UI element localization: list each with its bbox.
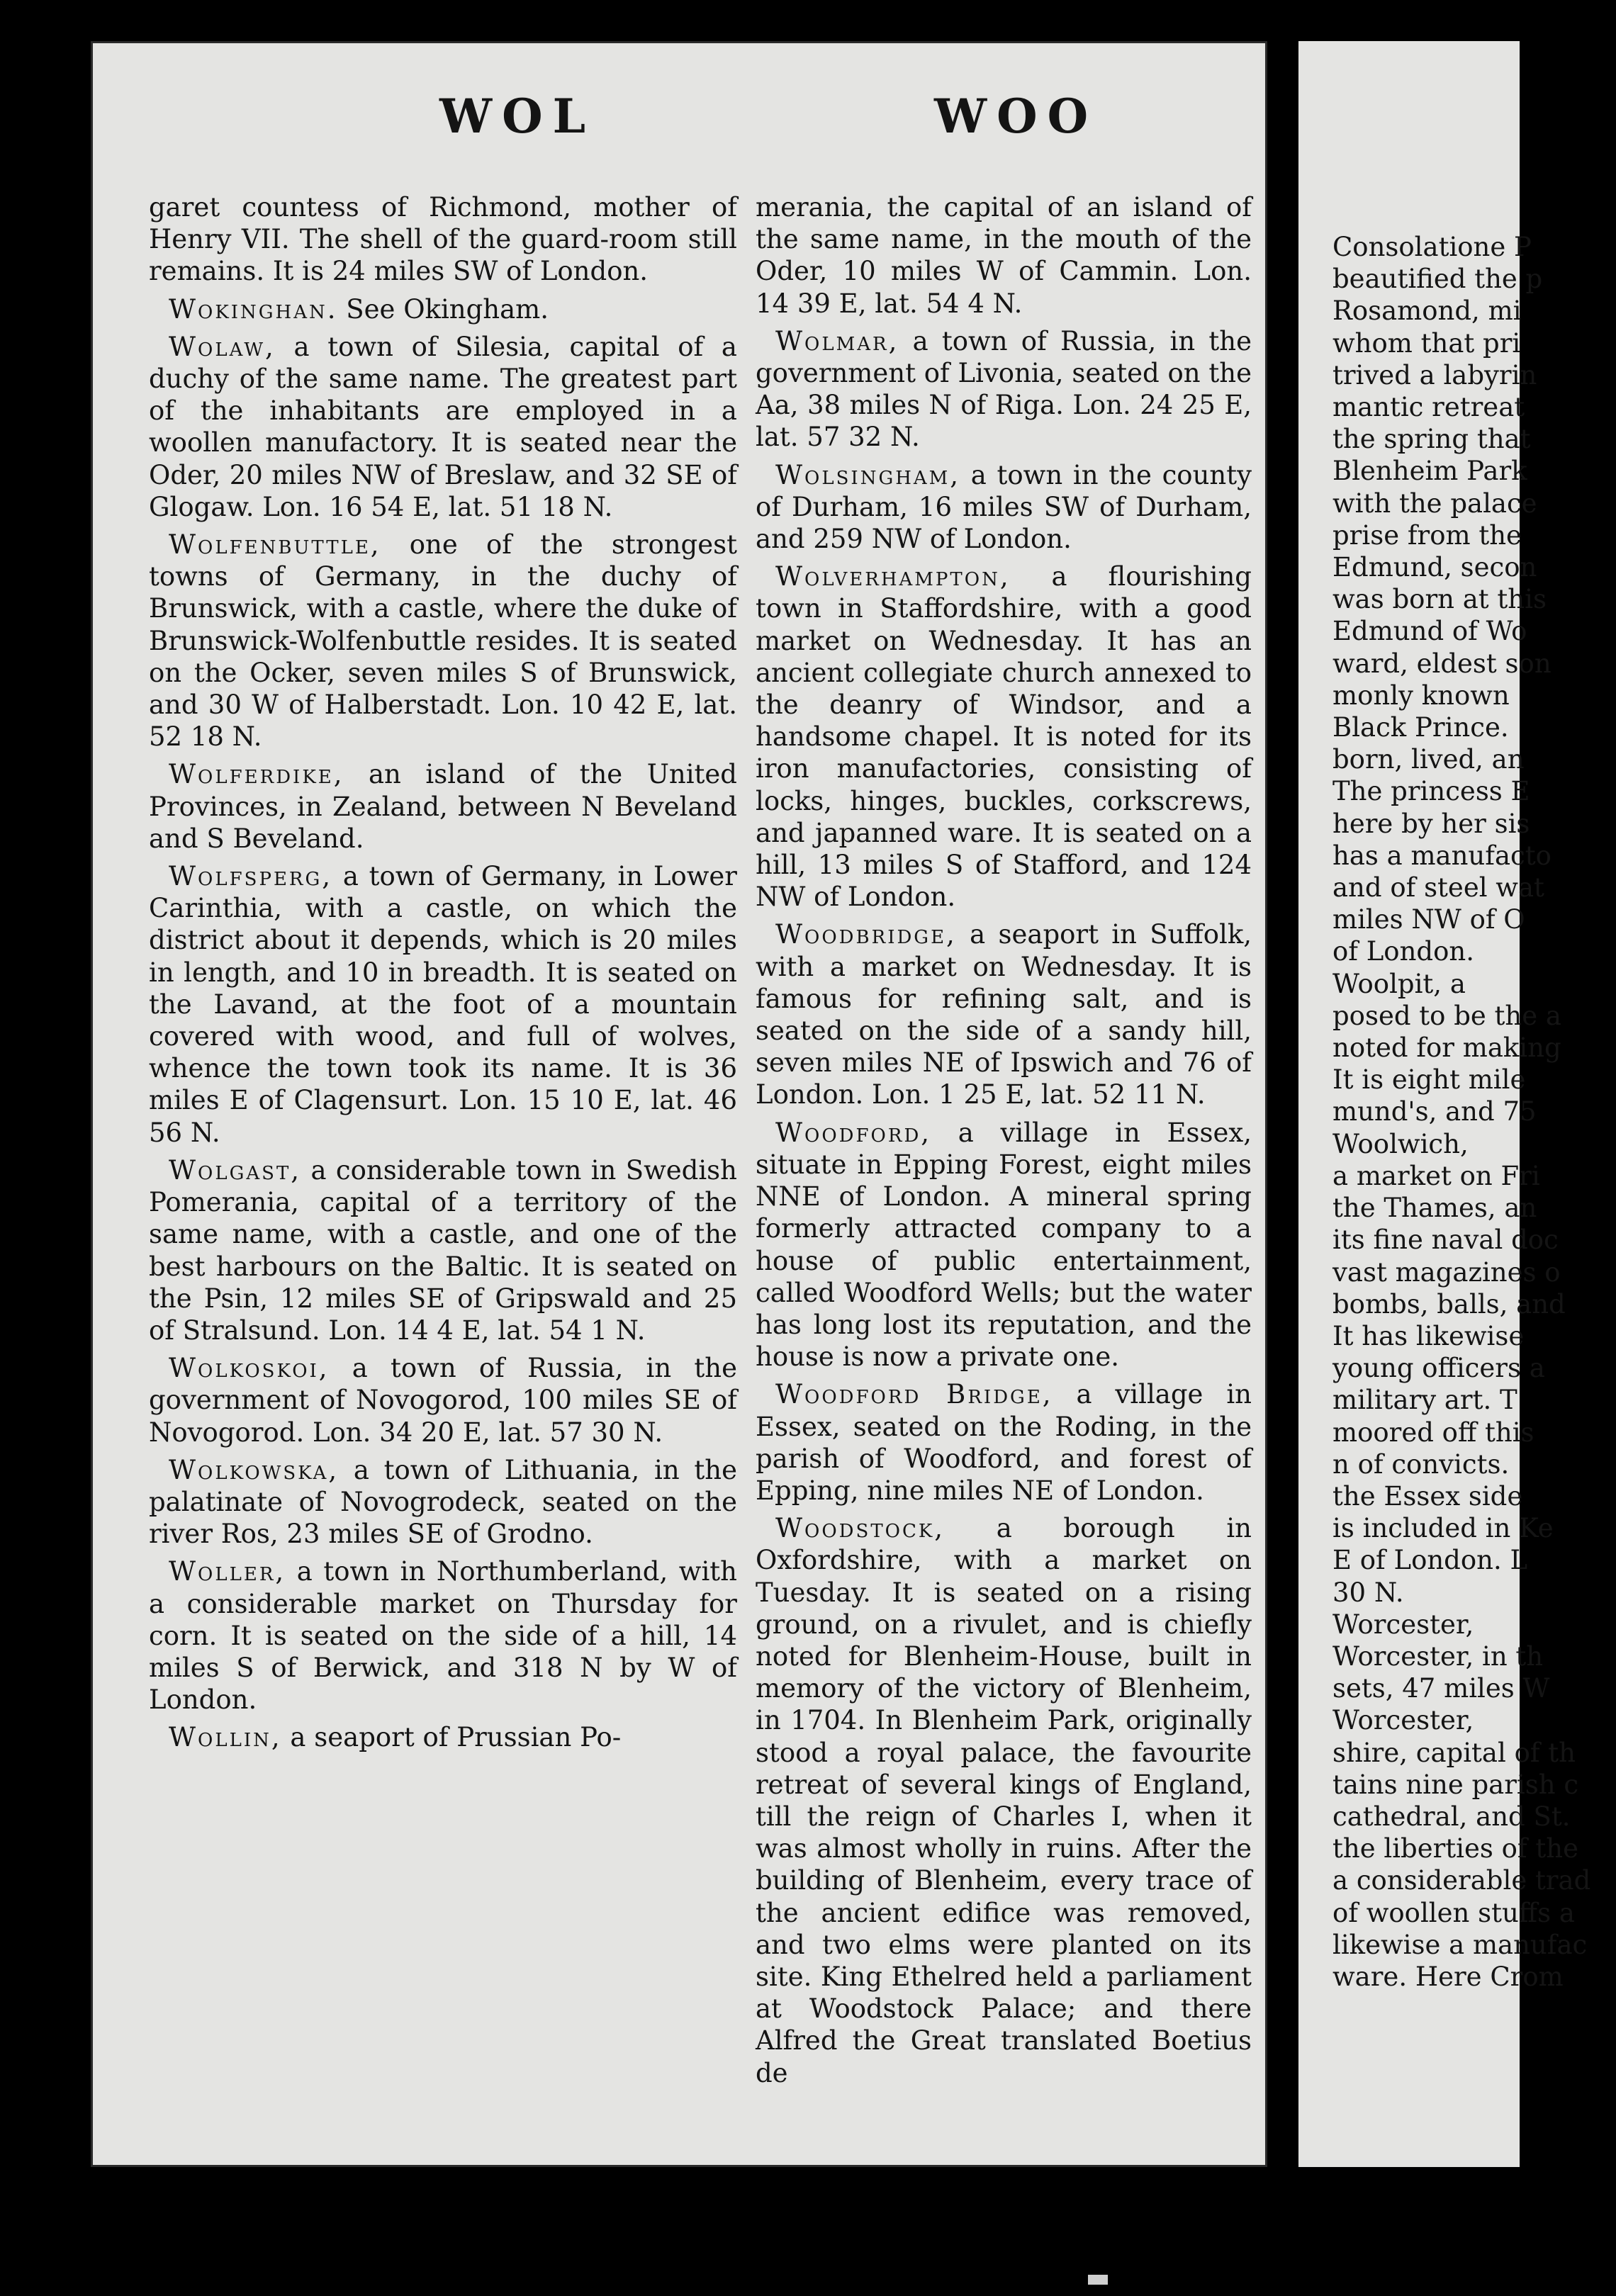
column-line: here by her sis <box>1332 808 1530 839</box>
entry-headword: Woodstock, <box>775 1513 946 1544</box>
column-line: military art. T <box>1332 1385 1517 1416</box>
column-3 <box>1332 231 1616 1993</box>
dictionary-entry <box>149 191 737 288</box>
column-line: Woolwich, <box>1332 1128 1469 1159</box>
column-line: noted for making <box>1332 1032 1561 1064</box>
entry-headword: Wokinghan. <box>169 293 338 325</box>
entry-headword: Wolmar, <box>775 325 899 356</box>
entry-headword: Wolgast, <box>169 1154 302 1186</box>
column-line: beautified the p <box>1332 264 1543 295</box>
column-line: vast magazines o <box>1332 1256 1561 1288</box>
running-header-right: WOO <box>934 89 1099 144</box>
column-line: ward, eldest son <box>1332 648 1552 679</box>
dictionary-entry <box>149 331 737 523</box>
entry-headword: Woller, <box>169 1556 286 1587</box>
entry-text: an island of the United Provinces, in Zealand, between N Beveland and S Beveland. <box>149 759 737 854</box>
column-line: mund's, and 75 <box>1332 1096 1537 1127</box>
dictionary-entry <box>756 1378 1252 1507</box>
dictionary-entry <box>149 758 737 855</box>
entry-text: See Okingham. <box>337 293 549 325</box>
dictionary-entry <box>756 561 1252 913</box>
column-line: has a manufacto <box>1332 840 1552 871</box>
column-line: monly known <box>1332 680 1510 711</box>
entry-text: a considerable town in Swedish Pomerania, capital of a territory of the same name, with a castle, and one of the best harbours on the Baltic. It is seated on the Psin, 12 miles SE of Gripswald and 25 of Stralsund. Lon. 14 4 E, lat. 54 1 N. <box>149 1154 737 1346</box>
dictionary-entry <box>149 1154 737 1346</box>
column-line: prise from the <box>1332 519 1522 551</box>
column-line: ware. Here Crom <box>1332 1961 1564 1992</box>
dictionary-entry <box>149 1352 737 1448</box>
entry-text: merania, the capital of an island of the same name, in the mouth of the Oder, 10 miles W of Cammin. Lon. 14 39 E, lat. 54 4 N. <box>756 192 1252 319</box>
entry-text: a village in Essex, situate in Epping Forest, eight miles NNE of London. A mineral spring formerly attracted company to a house of public entertainment, called Woodford Wells; but the water has long lost its reputation, and the house is now a private one. <box>756 1117 1252 1373</box>
column-line: a market on Fri <box>1332 1160 1540 1191</box>
column-line: the Essex side <box>1332 1480 1523 1512</box>
dictionary-entry <box>149 1454 737 1551</box>
dictionary-entry <box>756 918 1252 1110</box>
column-line: Worcester, <box>1332 1609 1474 1640</box>
column-line: of London. <box>1332 936 1474 967</box>
column-line: mantic retreat <box>1332 392 1525 423</box>
column-line: trived a labyrin <box>1332 359 1537 390</box>
entry-headword: Woodbridge, <box>775 919 957 950</box>
entry-headword: Wolfenbuttle, <box>169 529 381 561</box>
column-line: a considerable trad <box>1332 1865 1591 1896</box>
entry-text: a seaport in Suffolk, with a market on Wednesday. It is famous for refining salt, and is seated on the side of a sandy hill, seven miles NE of Ipswich and 76 of London. Lon. 1 25 E, lat. 52 11 N. <box>756 919 1252 1110</box>
running-header-left: WOL <box>439 89 596 144</box>
column-line: Edmund of Wo <box>1332 616 1527 647</box>
column-line: was born at this <box>1332 584 1547 615</box>
column-line: miles NW of O <box>1332 904 1525 935</box>
column-line: Woolpit, a <box>1332 968 1466 999</box>
column-line: bombs, balls, and <box>1332 1288 1566 1319</box>
dictionary-entry <box>149 529 737 753</box>
entry-text: a town of Germany, in Lower Carinthia, with a castle, on which the district about it depends, which is 20 miles in length, and 10 in breadth. It is seated on the Lavand, at the foot of a mountain covered with wood, and full of wolves, whence the town took its name. It is 36 miles E of Clagensurt. Lon. 15 10 E, lat. 46 56 N. <box>149 861 737 1148</box>
page-gutter <box>1267 41 1298 2167</box>
column-2 <box>756 191 1252 2095</box>
column-line: the Thames, an <box>1332 1193 1537 1224</box>
column-line: the spring that <box>1332 424 1531 455</box>
column-line: is included in Ke <box>1332 1513 1554 1544</box>
column-1 <box>149 191 737 1760</box>
entry-headword: Woodford, <box>775 1117 932 1148</box>
entry-text: a town of Russia, in the government of Novogorod, 100 miles SE of Novogorod. Lon. 34 20 E, lat. 57 30 N. <box>149 1353 737 1448</box>
dictionary-entry <box>149 860 737 1149</box>
entry-headword: Wolfsperg, <box>169 861 333 892</box>
entry-text: a town of Russia, in the government of Livonia, seated on the Aa, 38 miles N of Riga. Lon. 24 25 E, lat. 57 32 N. <box>756 325 1252 453</box>
column-line: the liberties of the <box>1332 1833 1578 1864</box>
column-line: Worcester, <box>1332 1705 1474 1736</box>
entry-text: one of the strongest towns of Germany, in the duchy of Brunswick, with a castle, where the duke of Brunswick-Wolfenbuttle resides. It is seated on the Ocker, seven miles S of Brunswick, and 30 W of Halberstadt. Lon. 10 42 E, lat. 52 18 N. <box>149 529 737 753</box>
column-line: 30 N. <box>1332 1577 1404 1608</box>
column-line: cathedral, and St. <box>1332 1801 1571 1832</box>
entry-text: a town in the county of Durham, 16 miles SW of Durham, and 259 NW of London. <box>756 459 1252 555</box>
column-line: posed to be the a <box>1332 1000 1561 1031</box>
entry-text: a town of Silesia, capital of a duchy of the same name. The greatest part of the inhabitants are employed in a woollen manufactory. It is seated near the Oder, 20 miles NW of Breslaw, and 32 SE of Glogaw. Lon. 16 54 E, lat. 51 18 N. <box>149 331 737 522</box>
entry-text: a seaport of Prussian Po- <box>281 1722 622 1753</box>
column-line: n of convicts. <box>1332 1448 1510 1480</box>
column-line: Blenheim Park <box>1332 456 1527 487</box>
column-line: its fine naval doc <box>1332 1225 1559 1256</box>
entry-headword: Wolverhampton, <box>775 561 1011 592</box>
dictionary-entry <box>149 1555 737 1716</box>
column-line: E of London. L <box>1332 1545 1528 1576</box>
dictionary-entry <box>149 1721 737 1753</box>
column-line: Consolatione P <box>1332 232 1532 262</box>
column-line: whom that pri <box>1332 327 1521 359</box>
column-line: Worcester, in th <box>1332 1641 1544 1672</box>
column-line: moored off this <box>1332 1417 1534 1448</box>
entry-headword: Wolsingham, <box>775 459 961 490</box>
entry-text: a town of Lithuania, in the palatinate of Novogrodeck, seated on the river Ros, 23 miles SE of Grodno. <box>149 1454 737 1550</box>
column-line: It is eight mile <box>1332 1064 1526 1096</box>
entry-headword: Wolkowska, <box>169 1454 340 1485</box>
dictionary-entry <box>756 325 1252 454</box>
column-line: shire, capital of th <box>1332 1737 1576 1768</box>
entry-headword: Wollin, <box>169 1722 282 1753</box>
column-line: and of steel wat <box>1332 872 1544 904</box>
entry-text: a town in Northumberland, with a considerable market on Thursday for corn. It is seated on the side of a hill, 14 miles S of Berwick, and 318 N by W of London. <box>149 1556 737 1716</box>
right-page <box>1298 41 1591 2167</box>
entry-text: a village in Essex, seated on the Roding, in the parish of Woodford, and forest of Epping, nine miles NE of London. <box>756 1379 1252 1506</box>
dictionary-entry <box>149 293 737 325</box>
column-line: of woollen stuffs a <box>1332 1897 1575 1928</box>
entry-headword: Woodford Bridge, <box>775 1379 1053 1410</box>
column-line: Black Prince. <box>1332 712 1509 743</box>
column-line: Edmund, secon <box>1332 552 1537 583</box>
entry-text: a borough in Oxfordshire, with a market on Tuesday. It is seated on a rising ground, on a rivulet, and is chiefly noted for Blenheim-House, built in memory of the victory of Blenheim, in 1704. In Blenheim Park, originally stood a royal palace, the favourite retreat of several kings of England, till the reign of Charles I, when it was almost wholly in ruins. After the building of Blenheim, every trace of the ancient edifice was removed, and two elms were planted on its site. King Ethelred held a parliament at Woodstock Palace; and there Alfred the Great translated Boetius de <box>756 1513 1252 2088</box>
column-line: It has likewise <box>1332 1320 1525 1351</box>
entry-text: garet countess of Richmond, mother of Henry VII. The shell of the guard-room still remains. It is 24 miles SW of London. <box>149 192 737 287</box>
dictionary-entry <box>756 191 1252 320</box>
column-line: born, lived, an <box>1332 744 1525 775</box>
dictionary-entry <box>756 459 1252 556</box>
column-line: sets, 47 miles W <box>1332 1673 1550 1704</box>
column-line: with the palace <box>1332 488 1537 519</box>
dictionary-entry <box>756 1512 1252 2089</box>
entry-headword: Wolaw, <box>169 331 276 362</box>
entry-headword: Wolkoskoi, <box>169 1353 330 1384</box>
column-line: young officers a <box>1332 1353 1545 1384</box>
column-line: Rosamond, mi <box>1332 296 1522 327</box>
entry-text: a flourishing town in Staffordshire, with a good market on Wednesday. It has an ancient collegiate church annexed to the deanry of Windsor, and a handsome chapel. It is noted for its iron manufactories, consisting of locks, hinges, buckles, corkscrews, and japanned ware. It is seated on a hill, 13 miles S of Stafford, and 124 NW of London. <box>756 561 1252 913</box>
dictionary-entry <box>756 1117 1252 1373</box>
column-line: tains nine parish c <box>1332 1769 1579 1800</box>
entry-headword: Wolferdike, <box>169 759 344 790</box>
page-stain <box>1088 2275 1108 2285</box>
column-line: The princess E <box>1332 776 1530 807</box>
column-line: likewise a manufac <box>1332 1929 1588 1960</box>
